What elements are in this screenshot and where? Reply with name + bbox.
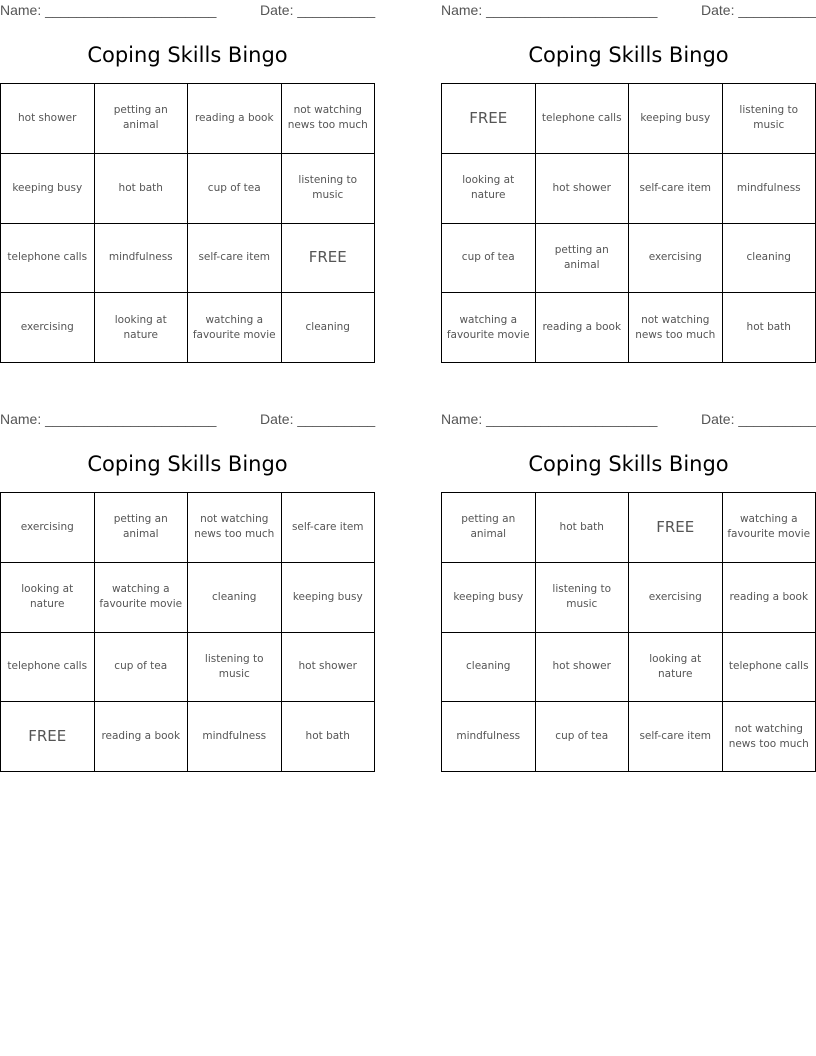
bingo-cell: listening to music bbox=[723, 84, 816, 154]
bingo-cell: looking at nature bbox=[95, 293, 189, 363]
bingo-cell: hot bath bbox=[282, 702, 376, 772]
bingo-cell: exercising bbox=[1, 293, 95, 363]
bingo-cell: cup of tea bbox=[536, 702, 630, 772]
card-title: Coping Skills Bingo bbox=[87, 452, 288, 476]
bingo-cell: exercising bbox=[629, 563, 723, 633]
name-field-label: Name: ______________________ bbox=[0, 411, 217, 427]
bingo-cell: not watching news too much bbox=[723, 702, 816, 772]
bingo-cell: watching a favourite movie bbox=[188, 293, 282, 363]
bingo-cell: telephone calls bbox=[1, 224, 95, 294]
bingo-cell: cleaning bbox=[442, 633, 536, 703]
bingo-cell: keeping busy bbox=[442, 563, 536, 633]
bingo-card-4 bbox=[441, 409, 816, 750]
bingo-cell: self-care item bbox=[282, 493, 376, 563]
name-field-label: Name: ______________________ bbox=[441, 2, 658, 18]
bingo-card-1 bbox=[0, 0, 376, 341]
bingo-cell: looking at nature bbox=[442, 154, 536, 224]
bingo-cell: mindfulness bbox=[95, 224, 189, 294]
bingo-cell: reading a book bbox=[188, 84, 282, 154]
bingo-cell: not watching news too much bbox=[629, 293, 723, 363]
bingo-cell: telephone calls bbox=[536, 84, 630, 154]
bingo-cell: hot shower bbox=[1, 84, 95, 154]
bingo-cell: reading a book bbox=[536, 293, 630, 363]
bingo-cell: telephone calls bbox=[723, 633, 816, 703]
bingo-cell: watching a favourite movie bbox=[442, 293, 536, 363]
bingo-cell: petting an animal bbox=[95, 493, 189, 563]
bingo-cell: not watching news too much bbox=[282, 84, 376, 154]
bingo-cell: looking at nature bbox=[629, 633, 723, 703]
bingo-cell: looking at nature bbox=[1, 563, 95, 633]
name-field-label: Name: ______________________ bbox=[441, 411, 658, 427]
bingo-cell: hot shower bbox=[536, 154, 630, 224]
card-header bbox=[441, 2, 816, 20]
bingo-grid bbox=[441, 492, 816, 772]
bingo-cell: keeping busy bbox=[1, 154, 95, 224]
bingo-cell: hot bath bbox=[95, 154, 189, 224]
bingo-grid bbox=[441, 83, 816, 363]
bingo-cell: petting an animal bbox=[95, 84, 189, 154]
bingo-cell: reading a book bbox=[723, 563, 816, 633]
bingo-cell: cleaning bbox=[188, 563, 282, 633]
bingo-cell: hot shower bbox=[282, 633, 376, 703]
bingo-cell: watching a favourite movie bbox=[95, 563, 189, 633]
date-field-label: Date: __________ bbox=[260, 411, 376, 427]
bingo-cell: cup of tea bbox=[442, 224, 536, 294]
bingo-cell: hot shower bbox=[536, 633, 630, 703]
bingo-cell: hot bath bbox=[536, 493, 630, 563]
card-header bbox=[0, 2, 375, 20]
card-title: Coping Skills Bingo bbox=[87, 43, 288, 67]
bingo-card-2 bbox=[441, 0, 816, 341]
bingo-cell: watching a favourite movie bbox=[723, 493, 816, 563]
card-header bbox=[441, 411, 816, 429]
bingo-cell: cup of tea bbox=[95, 633, 189, 703]
free-space-cell: FREE bbox=[442, 84, 536, 154]
card-title: Coping Skills Bingo bbox=[528, 43, 729, 67]
bingo-cell: mindfulness bbox=[442, 702, 536, 772]
bingo-cell: keeping busy bbox=[282, 563, 376, 633]
bingo-grid bbox=[0, 492, 375, 772]
date-field-label: Date: __________ bbox=[701, 2, 816, 18]
bingo-cell: petting an animal bbox=[442, 493, 536, 563]
date-field-label: Date: __________ bbox=[260, 2, 376, 18]
bingo-cell: listening to music bbox=[188, 633, 282, 703]
free-space-cell: FREE bbox=[1, 702, 95, 772]
name-field-label: Name: ______________________ bbox=[0, 2, 217, 18]
card-header bbox=[0, 411, 375, 429]
bingo-cell: cup of tea bbox=[188, 154, 282, 224]
bingo-cell: listening to music bbox=[282, 154, 376, 224]
bingo-cell: keeping busy bbox=[629, 84, 723, 154]
bingo-cell: reading a book bbox=[95, 702, 189, 772]
bingo-cell: cleaning bbox=[282, 293, 376, 363]
bingo-cell: mindfulness bbox=[723, 154, 816, 224]
bingo-cell: self-care item bbox=[629, 702, 723, 772]
bingo-cell: petting an animal bbox=[536, 224, 630, 294]
bingo-cell: exercising bbox=[629, 224, 723, 294]
card-title: Coping Skills Bingo bbox=[528, 452, 729, 476]
bingo-cell: cleaning bbox=[723, 224, 816, 294]
bingo-grid bbox=[0, 83, 375, 363]
bingo-cell: not watching news too much bbox=[188, 493, 282, 563]
bingo-cell: telephone calls bbox=[1, 633, 95, 703]
free-space-cell: FREE bbox=[629, 493, 723, 563]
bingo-cell: self-care item bbox=[629, 154, 723, 224]
bingo-cell: exercising bbox=[1, 493, 95, 563]
bingo-cell: listening to music bbox=[536, 563, 630, 633]
bingo-card-3 bbox=[0, 409, 376, 746]
bingo-cell: mindfulness bbox=[188, 702, 282, 772]
date-field-label: Date: __________ bbox=[701, 411, 816, 427]
bingo-cell: self-care item bbox=[188, 224, 282, 294]
free-space-cell: FREE bbox=[282, 224, 376, 294]
bingo-cell: hot bath bbox=[723, 293, 816, 363]
